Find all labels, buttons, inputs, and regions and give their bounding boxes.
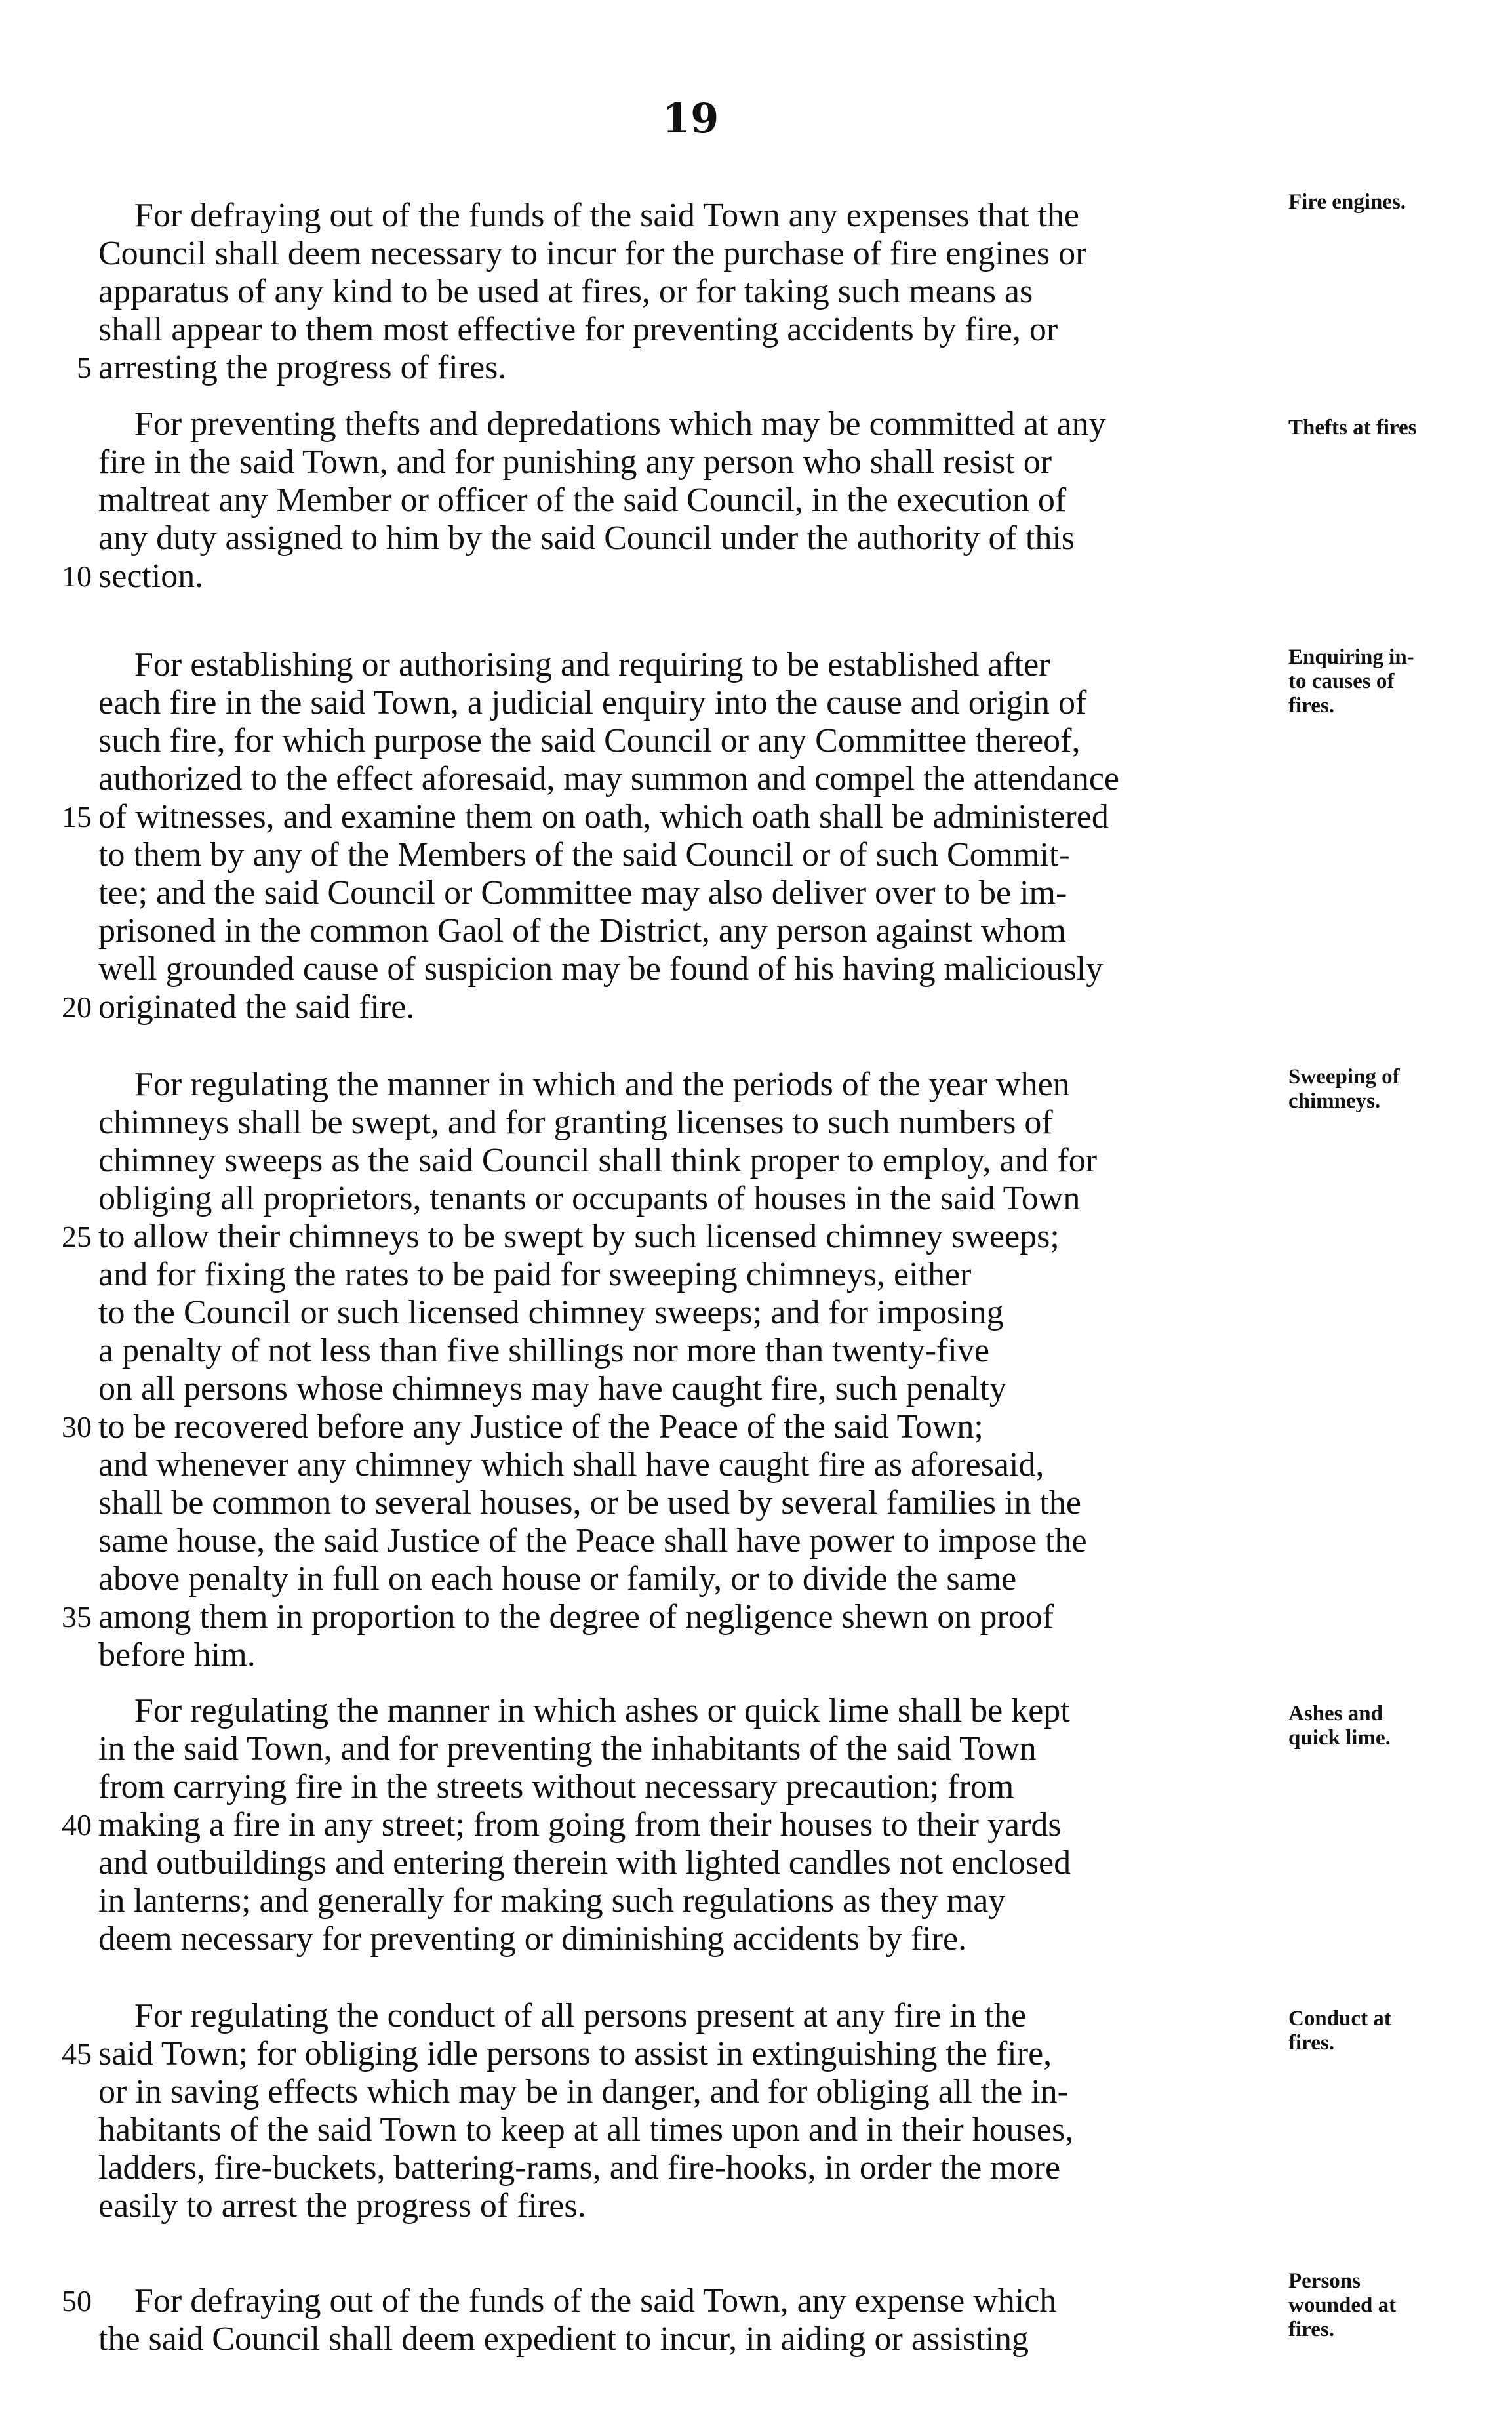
text-line: Council shall deem necessary to incur for the purchase of fire engines or: [98, 235, 1087, 272]
margin-note: [1288, 1702, 1505, 1750]
margin-note-line: fires.: [1288, 694, 1334, 717]
text-line: and for fixing the rates to be paid for sweeping chimneys, either: [98, 1256, 972, 1293]
margin-note-line: to causes of: [1288, 670, 1395, 693]
text-line: shall be common to several houses, or be used by several families in the: [98, 1484, 1081, 1522]
text-line: authorized to the effect aforesaid, may summon and compel the attendance: [98, 760, 1119, 797]
text-line: to be recovered before any Justice of the Peace of the said Town;: [98, 1408, 984, 1445]
line-number: 40: [62, 1808, 92, 1842]
line-number: 25: [62, 1220, 92, 1253]
text-line: chimneys shall be swept, and for granting licenses to such numbers of: [98, 1104, 1053, 1141]
text-line: a penalty of not less than five shillings nor more than twenty-five: [98, 1332, 989, 1369]
line-number: 35: [62, 1600, 92, 1634]
margin-note-line: Fire engines.: [1288, 190, 1406, 214]
text-line: such fire, for which purpose the said Council or any Committee thereof,: [98, 722, 1081, 759]
text-line: deem necessary for preventing or diminishing accidents by fire.: [98, 1920, 967, 1958]
margin-note-line: quick lime.: [1288, 1726, 1391, 1750]
margin-note-line: Enquiring in-: [1288, 645, 1414, 669]
margin-note: [1288, 645, 1505, 718]
margin-note: [1288, 2269, 1505, 2342]
text-line: before him.: [98, 1636, 256, 1674]
line-number: 5: [77, 351, 92, 384]
line-number: 45: [62, 2037, 92, 2070]
text-line: section.: [98, 557, 204, 595]
margin-note-line: wounded at: [1288, 2293, 1397, 2317]
margin-note-line: fires.: [1288, 2318, 1334, 2341]
margin-note-line: Conduct at: [1288, 2007, 1391, 2030]
text-line: and whenever any chimney which shall have caught fire as aforesaid,: [98, 1446, 1044, 1483]
margin-note-line: Persons: [1288, 2269, 1361, 2293]
text-line: same house, the said Justice of the Peace shall have power to impose the: [98, 1522, 1087, 1560]
text-line: to them by any of the Members of the said Council or of such Commit-: [98, 836, 1070, 874]
text-line: to allow their chimneys to be swept by such licensed chimney sweeps;: [98, 1218, 1060, 1255]
margin-note: [1288, 190, 1505, 214]
margin-note-line: Ashes and: [1288, 1702, 1383, 1725]
text-line: in the said Town, and for preventing the inhabitants of the said Town: [98, 1730, 1037, 1767]
line-number: 10: [62, 559, 92, 593]
text-line: on all persons whose chimneys may have caught fire, such penalty: [98, 1370, 1006, 1407]
line-number: 15: [62, 800, 92, 834]
text-line: among them in proportion to the degree of negligence shewn on proof: [98, 1598, 1054, 1636]
text-line: from carrying fire in the streets without necessary precaution; from: [98, 1768, 1014, 1805]
text-line: to the Council or such licensed chimney sweeps; and for imposing: [98, 1294, 1004, 1331]
text-line: or in saving effects which may be in danger, and for obliging all the in-: [98, 2073, 1069, 2110]
line-number: 20: [62, 990, 92, 1024]
text-line: For regulating the manner in which and the periods of the year when: [134, 1066, 1070, 1103]
text-line: habitants of the said Town to keep at all times upon and in their houses,: [98, 2111, 1074, 2148]
margin-note-line: chimneys.: [1288, 1089, 1381, 1113]
text-line: above penalty in full on each house or family, or to divide the same: [98, 1560, 1017, 1598]
margin-note: [1288, 416, 1505, 440]
text-line: tee; and the said Council or Committee may also deliver over to be im-: [98, 874, 1067, 912]
text-line: prisoned in the common Gaol of the District, any person against whom: [98, 912, 1066, 950]
text-line: in lanterns; and generally for making such regulations as they may: [98, 1882, 1006, 1920]
text-line: of witnesses, and examine them on oath, which oath shall be administered: [98, 798, 1109, 836]
text-line: and outbuildings and entering therein with lighted candles not enclosed: [98, 1844, 1071, 1882]
text-line: For defraying out of the funds of the said Town any expenses that the: [134, 197, 1079, 234]
text-line: fire in the said Town, and for punishing any person who shall resist or: [98, 443, 1052, 481]
text-line: obliging all proprietors, tenants or occupants of houses in the said Town: [98, 1180, 1081, 1217]
text-line: well grounded cause of suspicion may be found of his having maliciously: [98, 950, 1104, 988]
text-line: the said Council shall deem expedient to incur, in aiding or assisting: [98, 2320, 1029, 2358]
text-line: easily to arrest the progress of fires.: [98, 2187, 586, 2225]
text-line: said Town; for obliging idle persons to assist in extinguishing the fire,: [98, 2035, 1052, 2072]
margin-note-line: fires.: [1288, 2031, 1334, 2055]
page-number: 19: [662, 94, 719, 142]
text-line: For regulating the conduct of all persons present at any fire in the: [134, 1997, 1027, 2034]
text-line: For regulating the manner in which ashes or quick lime shall be kept: [134, 1692, 1070, 1729]
text-line: arresting the progress of fires.: [98, 349, 507, 386]
text-line: shall appear to them most effective for preventing accidents by fire, or: [98, 311, 1058, 348]
text-line: chimney sweeps as the said Council shall think proper to employ, and for: [98, 1142, 1098, 1179]
text-line: any duty assigned to him by the said Council under the authority of this: [98, 519, 1075, 557]
text-line: ladders, fire-buckets, battering-rams, and fire-hooks, in order the more: [98, 2149, 1061, 2187]
text-line: originated the said fire.: [98, 988, 415, 1026]
text-line: making a fire in any street; from going from their houses to their yards: [98, 1806, 1062, 1844]
line-number: 30: [62, 1410, 92, 1443]
margin-note-line: Sweeping of: [1288, 1065, 1400, 1089]
text-line: apparatus of any kind to be used at fires, or for taking such means as: [98, 273, 1033, 310]
text-line: maltreat any Member or officer of the said Council, in the execution of: [98, 481, 1067, 519]
line-number: 50: [62, 2284, 92, 2318]
text-line: For establishing or authorising and requiring to be established after: [134, 646, 1050, 683]
text-line: For preventing thefts and depredations which may be committed at any: [134, 405, 1106, 443]
text-line: For defraying out of the funds of the said Town, any expense which: [134, 2282, 1057, 2320]
margin-note-line: Thefts at fires: [1288, 416, 1417, 439]
margin-note: [1288, 1065, 1505, 1114]
text-line: each fire in the said Town, a judicial enquiry into the cause and origin of: [98, 684, 1087, 721]
margin-note: [1288, 2007, 1505, 2055]
